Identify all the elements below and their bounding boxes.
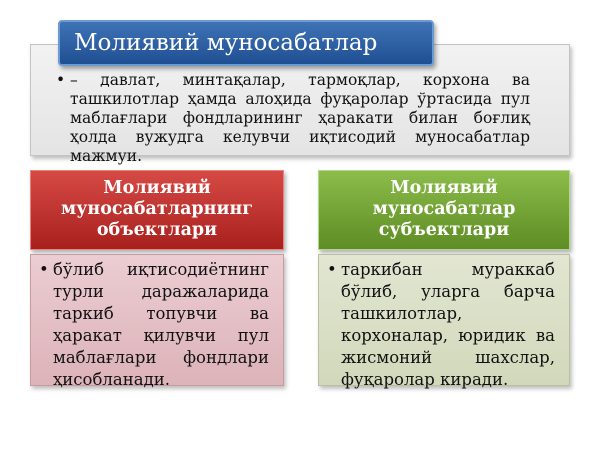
bullet-icon: • [56, 71, 66, 89]
bullet-icon: • [39, 260, 49, 279]
objects-panel [30, 170, 284, 390]
objects-heading: Молиявий муносабатларнинг объектлари [30, 170, 284, 250]
subjects-heading: Молиявий муносабатлар субъектлари [318, 170, 570, 250]
objects-text-block [39, 259, 269, 391]
bullet-icon: • [327, 260, 337, 279]
subjects-text: таркибан мураккаб бўлиб, уларга барча ташкилотлар, корхоналар, юридик ва жисмоний шахслар, фуқаролар киради. [341, 260, 555, 389]
definition-text: – давлат, минтақалар, тармоқлар, корхона ва ташкилотлар ҳамда алоҳида фуқаролар ўртасида пул маблағлари фондларининг ҳаракати билан боғлиқ ҳолда вужудга келувчи иқтисодий муносабатлар мажмуи. [70, 71, 530, 165]
objects-text: бўлиб иқтисодиётнинг турли даражаларида таркиб топувчи ва ҳаракат қилувчи пул маблағлари фондлари ҳисобланади. [53, 260, 269, 389]
subjects-text-block [327, 259, 555, 391]
subjects-body [318, 254, 570, 389]
definition-text-block [56, 71, 530, 166]
objects-body [30, 254, 284, 389]
slide-title: Молиявий муносабатлар [58, 20, 434, 66]
subjects-panel [318, 170, 570, 390]
